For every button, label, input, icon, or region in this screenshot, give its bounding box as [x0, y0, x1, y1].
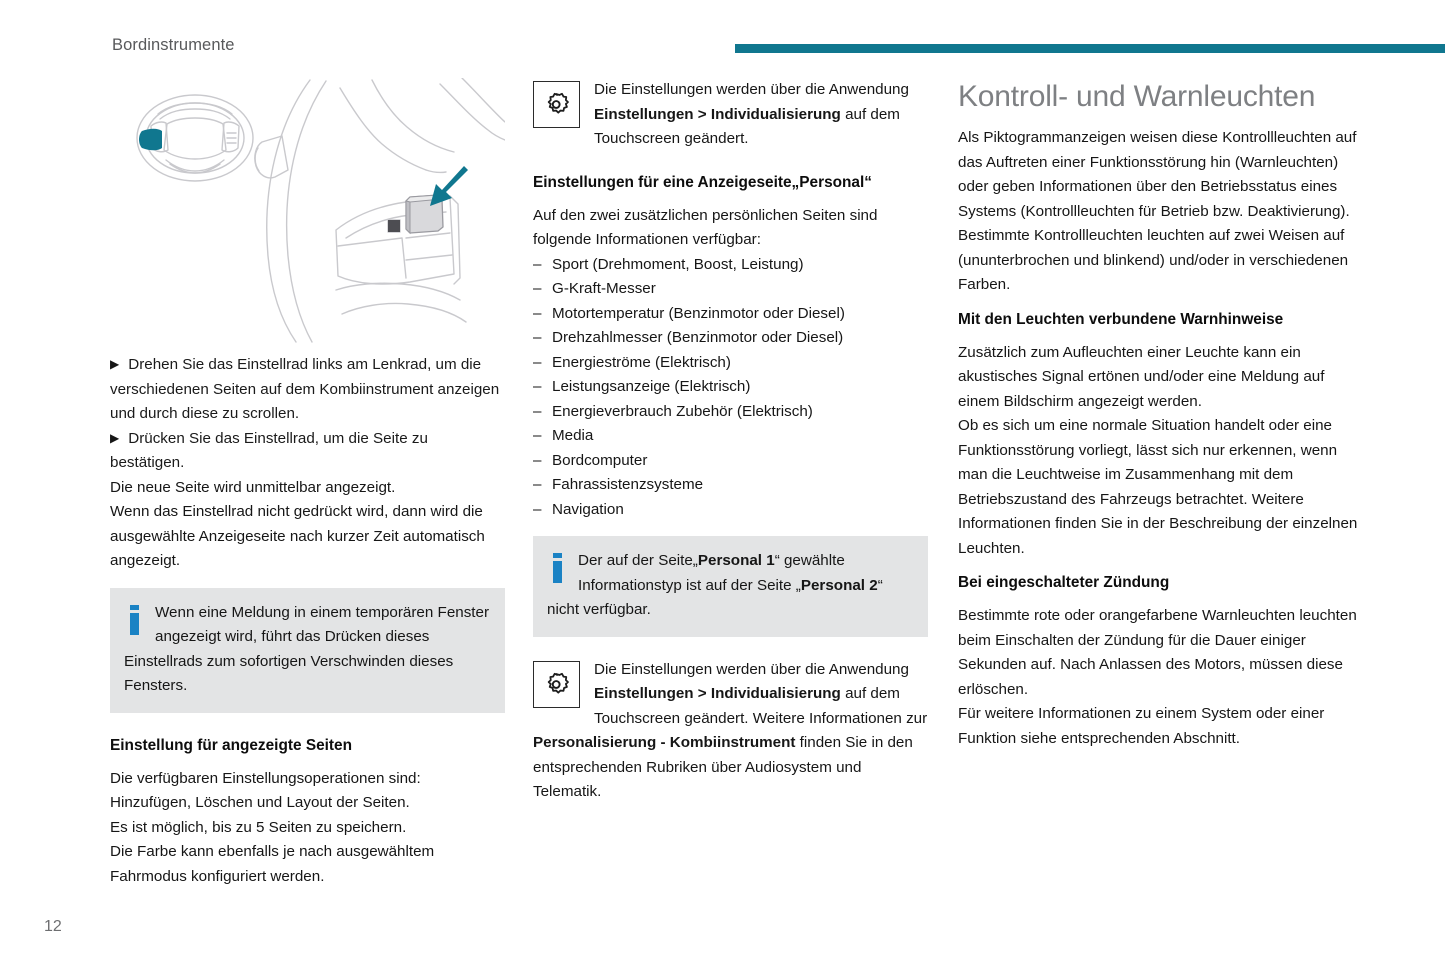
heading-warnhinweise: Mit den Leuchten verbundene Warnhinweise: [958, 310, 1284, 328]
list-item: – G-Kraft-Messer: [533, 277, 928, 302]
info-box-temporary-window: [110, 588, 505, 713]
steering-wheel-illustration: [110, 78, 505, 343]
settings-note-1-part1: Die Einstellungen werden über die Anwendung: [594, 81, 909, 98]
settings-note-2: [533, 658, 928, 805]
column3-paragraph-1: Als Piktogrammanzeigen weisen diese Kontrollleuchten auf das Auftreten einer Funktionsstörung hin (Warnleuchten) oder geben Informationen über den Betriebsstatus eines Systems (Kontrollleuchten für Betrieb bzw. Deaktivierung). Bestimmte Kontrollleuchten leuchten auf zwei Weisen auf (ununterbrochen und blinkend) und/oder in verschiedenen Farben.: [958, 129, 1357, 293]
list-item: – Sport (Drehmoment, Boost, Leistung): [533, 253, 928, 278]
column-right: [958, 78, 1358, 751]
list-item: – Media: [533, 424, 928, 449]
settings-note-1: [533, 78, 928, 152]
small-button: [388, 220, 400, 232]
heading-eingeschaltete-zuendung: Bei eingeschalteter Zündung: [958, 574, 1170, 591]
list-item: – Energieverbrauch Zubehör (Elektrisch): [533, 400, 928, 425]
column2-intro: Auf den zwei zusätzlichen persönlichen Seiten sind folgende Informationen verfügbar:: [533, 206, 878, 248]
column3-paragraph-5: Für weitere Informationen zu einem System oder einer Funktion siehe entsprechenden Abschnitt.: [958, 705, 1325, 747]
list-item: – Bordcomputer: [533, 449, 928, 474]
personal-page-info-list: [533, 253, 928, 523]
heading-anzeigeseite-personal: Einstellungen für eine Anzeigeseite„Personal“: [533, 173, 872, 191]
settings-note-2-part3: finden Sie in den entsprechenden Rubriken über Audiosystem und Telematik.: [533, 734, 913, 800]
column3-paragraph-2: Zusätzlich zum Aufleuchten einer Leuchte kann ein akustisches Signal ertönen und/oder eine Meldung auf einem Bildschirm angezeigt werden.: [958, 343, 1325, 410]
column1-body-1: Die verfügbaren Einstellungsoperationen sind: Hinzufügen, Löschen und Layout der Seiten.: [110, 769, 421, 811]
instruction-step-1-text: Drehen Sie das Einstellrad links am Lenkrad, um die verschiedenen Seiten auf dem Kombiinstrument anzeigen und durch diese zu scrollen.: [110, 356, 500, 422]
column3-paragraph-4: Bestimmte rote oder orangefarbene Warnleuchten leuchten beim Einschalten der Zündung für die Dauer einiger Sekunden auf. Nach Anlassen des Motors, müssen diese erlöschen.: [958, 607, 1357, 698]
information-icon: [130, 605, 139, 635]
instruction-step-2-text: Drücken Sie das Einstellrad, um die Seite zu bestätigen.: [110, 429, 428, 471]
page-number: 12: [44, 918, 62, 935]
arrow-bullet-icon: ▶: [110, 430, 120, 445]
info-box-part2: “ gewählte Informationstyp ist auf der Seite „: [578, 552, 845, 594]
gear-icon: [533, 661, 580, 708]
header-accent-rule: [735, 44, 1445, 53]
info-box-part3: “ nicht verfügbar.: [547, 576, 883, 618]
settings-note-2-part2: auf dem Touchscreen geändert. Weitere Informationen zur: [594, 685, 928, 727]
list-item: – Energieströme (Elektrisch): [533, 351, 928, 376]
page-title: Bordinstrumente: [112, 36, 235, 54]
column1-body-3: Die Farbe kann ebenfalls je nach ausgewähltem Fahrmodus konfiguriert werden.: [110, 843, 435, 885]
column1-body-2: Es ist möglich, bis zu 5 Seiten zu speichern.: [110, 818, 407, 836]
info-box-text: [547, 549, 914, 623]
heading-einstellung-angezeigte-seiten: Einstellung für angezeigte Seiten: [110, 736, 353, 754]
arrow-bullet-icon: ▶: [110, 357, 120, 371]
column3-paragraph-3: Ob es sich um eine normale Situation handelt oder eine Funktionsstörung vorliegt, lässt sich nur erkennen, wenn man die Leuchtweise im Zusammenhang mit dem Betriebszustand des Fahrzeugs betrachtet. Weitere Informationen finden Sie in der Beschreibung der einzelnen Leuchten.: [958, 417, 1358, 557]
instruction-step-1: [110, 353, 505, 427]
page-header: [0, 0, 1445, 70]
info-box-part1: Der auf der Seite„: [578, 552, 698, 569]
settings-note-2-bold1: Einstellungen > Individualisierung: [594, 685, 841, 702]
info-box-bold1: Personal 1: [697, 552, 775, 569]
settings-note-1-text: [533, 78, 928, 152]
settings-note-2-text: [533, 658, 928, 805]
info-box-bold2: Personal 2: [800, 576, 878, 594]
instruction-step-2: [110, 427, 505, 476]
information-icon: [553, 553, 562, 583]
column-left: [110, 78, 505, 889]
settings-note-2-part1: Die Einstellungen werden über die Anwendung: [594, 660, 909, 678]
settings-note-2-bold2: Personalisierung - Kombiinstrument: [533, 734, 796, 751]
list-item: – Fahrassistenzsysteme: [533, 473, 928, 498]
column1-paragraph-1: Die neue Seite wird unmittelbar angezeigt.: [110, 478, 396, 496]
info-box-personal-pages: [533, 536, 928, 637]
column-middle: [533, 78, 928, 807]
column1-paragraph-2: Wenn das Einstellrad nicht gedrückt wird, dann wird die ausgewählte Anzeigeseite nach kurzer Zeit automatisch angezeigt.: [110, 503, 485, 569]
list-item: – Navigation: [533, 498, 928, 523]
list-item: – Leistungsanzeige (Elektrisch): [533, 375, 928, 400]
settings-note-1-bold: Einstellungen > Individualisierung: [594, 105, 841, 123]
chapter-title: Kontroll- und Warnleuchten: [958, 80, 1316, 113]
list-item: – Drehzahlmesser (Benzinmotor oder Diesel): [533, 326, 928, 351]
gear-icon: [533, 81, 580, 128]
info-box-text: Wenn eine Meldung in einem temporären Fenster angezeigt wird, führt das Drücken dieses Einstellrads zum sofortigen Verschwinden dieses Fensters.: [124, 603, 490, 694]
list-item: – Motortemperatur (Benzinmotor oder Diesel): [533, 302, 928, 327]
settings-note-1-part2: auf dem Touchscreen geändert.: [594, 105, 900, 147]
thumbwheel-highlight-small: [139, 129, 162, 151]
